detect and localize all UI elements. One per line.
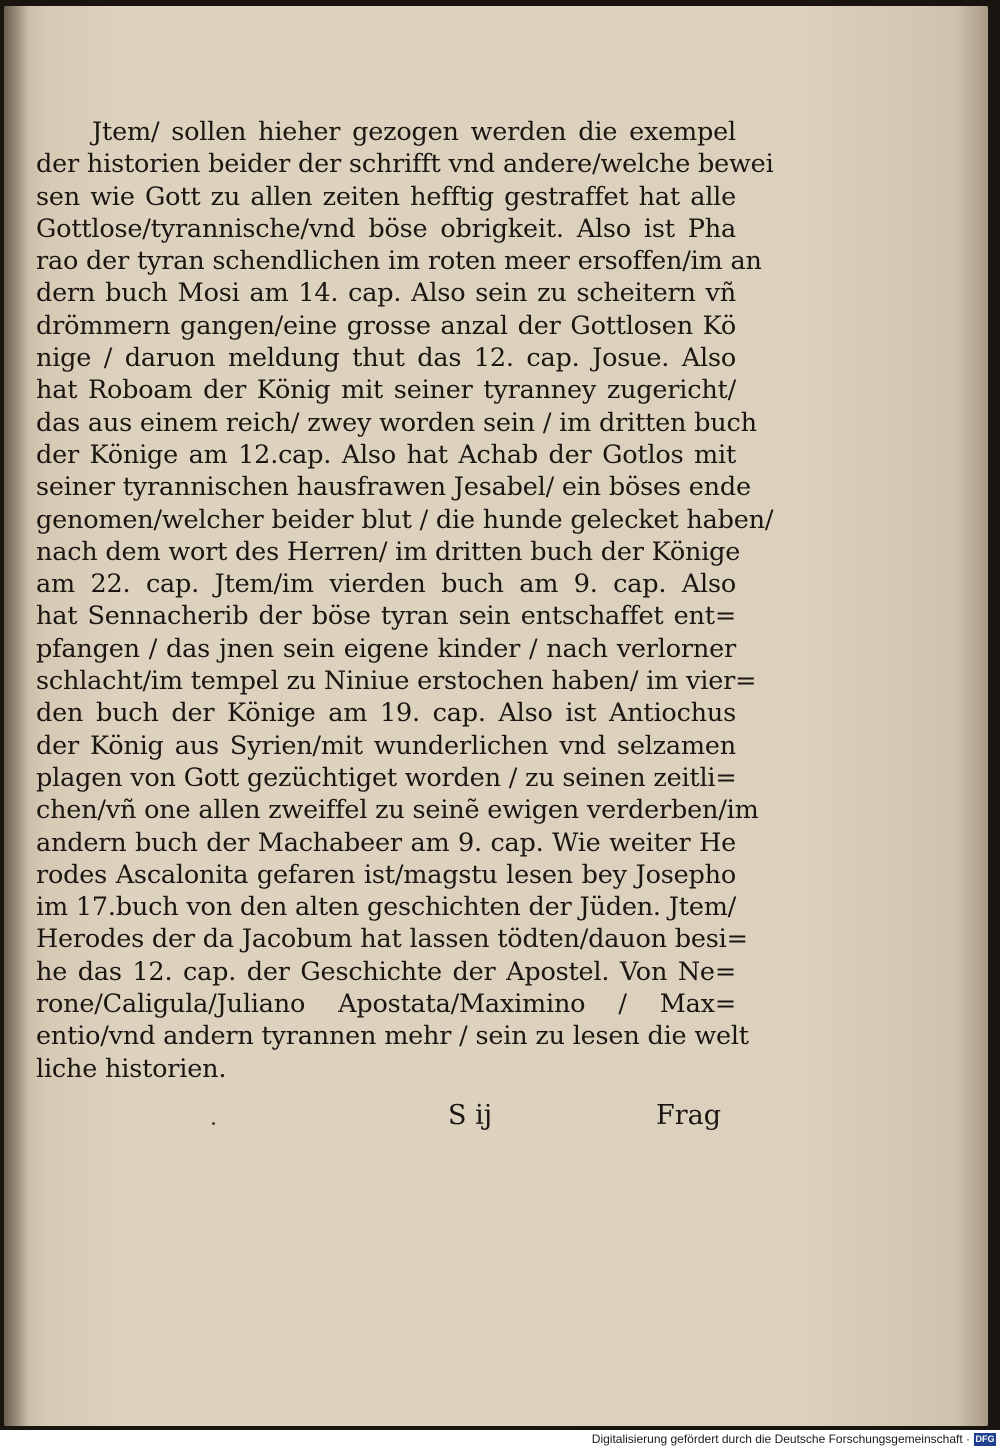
dfg-logo-icon: DFG xyxy=(975,1434,995,1444)
text-line: Herodes der da Jacobum hat lassen tödten/dauon besi= xyxy=(36,924,748,955)
body-text xyxy=(36,116,774,1085)
catchword: Frag xyxy=(656,1100,722,1131)
text-line: liche historien. xyxy=(36,1053,227,1084)
page-gutter-shadow xyxy=(4,6,28,1426)
text-line: he das 12. cap. der Geschichte der Apostel. Von Ne= xyxy=(36,956,736,987)
text-line: hat Roboam der König mit seiner tyranney zugericht/ xyxy=(36,375,736,406)
text-line: Jtem/ sollen hieher gezogen werden die exempel xyxy=(92,117,736,147)
text-line: pfangen / das jnen sein eigene kinder / nach verlorner xyxy=(36,633,736,664)
text-line: genomen/welcher beider blut / die hunde gelecket haben/ xyxy=(36,504,774,535)
text-line: drömmern gangen/eine grosse anzal der Gottlosen Kö xyxy=(36,310,736,341)
signature-mark: S ij xyxy=(448,1100,493,1131)
text-line: rodes Ascalonita gefaren ist/magstu lesen bey Josepho xyxy=(36,859,736,890)
text-line: nach dem wort des Herren/ im dritten buch der Könige xyxy=(36,536,741,567)
credit-bar xyxy=(0,1430,1000,1449)
text-line: rao der tyran schendlichen im roten meer ersoffen/im an xyxy=(36,246,762,277)
text-line: plagen von Gott gezüchtiget worden / zu seinen zeitli= xyxy=(36,762,737,793)
funding-credit: Digitalisierung gefördert durch die Deutsche Forschungsgemeinschaft · xyxy=(591,1432,970,1446)
text-line: dern buch Mosi am 14. cap. Also sein zu scheitern vñ xyxy=(36,278,736,309)
text-line: seiner tyrannischen hausfrawen Jesabel/ ein böses ende xyxy=(36,472,751,503)
text-line: am 22. cap. Jtem/im vierden buch am 9. cap. Also xyxy=(36,569,736,600)
text-line: nige / daruon meldung thut das 12. cap. Josue. Also xyxy=(36,343,736,374)
text-line: entio/vnd andern tyrannen mehr / sein zu lesen die welt xyxy=(36,1021,749,1052)
text-line: der historien beider der schrifft vnd andere/welche bewei xyxy=(36,149,774,180)
text-line: der König aus Syrien/mit wunderlichen vnd selzamen xyxy=(36,730,736,761)
book-page xyxy=(4,6,988,1426)
ink-dot xyxy=(212,1122,215,1125)
page-footer xyxy=(0,1100,1000,1140)
text-line: rone/Caligula/Juliano Apostata/Maximino / Max= xyxy=(36,989,736,1020)
text-line: hat Sennacherib der böse tyran sein entschaffet ent= xyxy=(36,601,736,632)
text-line: andern buch der Machabeer am 9. cap. Wie weiter He xyxy=(36,827,736,858)
text-line: der Könige am 12.cap. Also hat Achab der Gotlos mit xyxy=(36,439,736,470)
text-line: Gottlose/tyrannische/vnd böse obrigkeit. Also ist Pha xyxy=(36,213,736,244)
text-line: das aus einem reich/ zwey worden sein / im dritten buch xyxy=(36,407,757,438)
text-line: den buch der Könige am 19. cap. Also ist Antiochus xyxy=(36,698,736,729)
text-line: chen/vñ one allen zweiffel zu seinẽ ewigen verderben/im xyxy=(36,795,759,826)
text-line: schlacht/im tempel zu Niniue erstochen haben/ im vier= xyxy=(36,666,757,697)
text-line: im 17.buch von den alten geschichten der Jüden. Jtem/ xyxy=(36,892,737,923)
text-line: sen wie Gott zu allen zeiten hefftig gestraffet hat alle xyxy=(36,181,736,212)
